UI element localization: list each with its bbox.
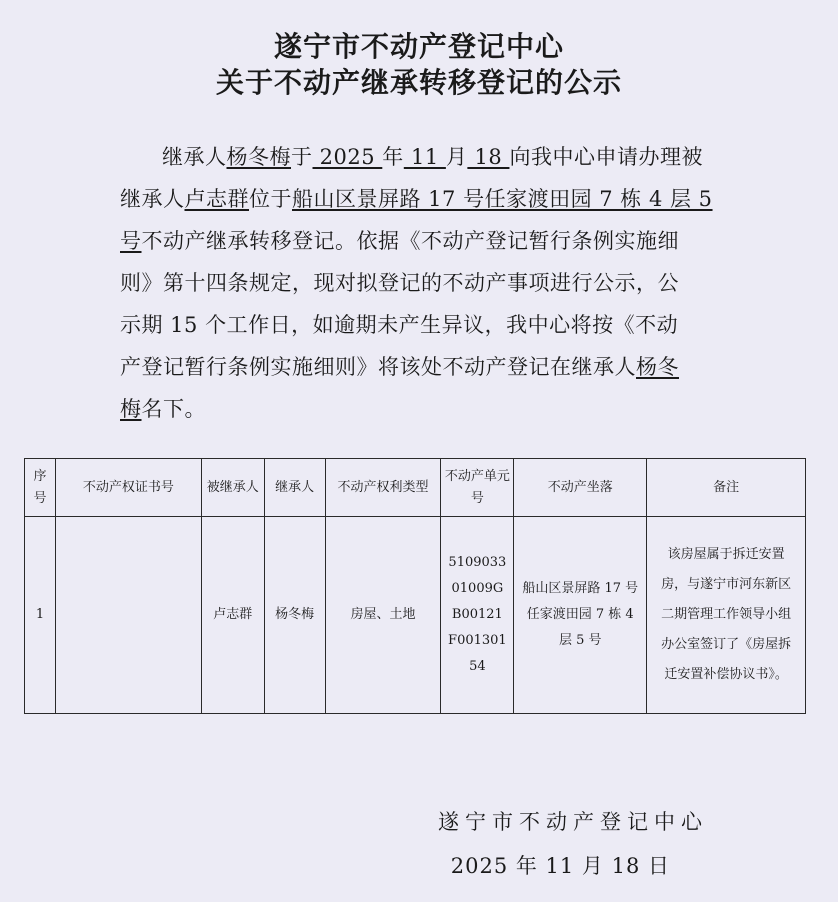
cell-decedent: 卢志群	[201, 517, 264, 714]
issue-date: 2025 年 11 月 18 日	[450, 854, 670, 878]
cell-unit-number: 510903301009GB00121F00130154	[441, 517, 514, 714]
text-segment: 向我中心申请办理被	[509, 145, 703, 169]
heir-name: 杨冬梅	[226, 145, 291, 169]
text-segment: 位于	[249, 187, 292, 211]
issuer-signature: 遂宁市不动产登记中心	[438, 810, 708, 834]
heir-name-repeat-end: 梅	[120, 397, 142, 421]
text-segment: 产登记暂行条例实施细则》将该处不动产登记在继承人	[120, 355, 636, 379]
table-header-row	[25, 459, 806, 517]
cell-right-type: 房屋、土地	[325, 517, 441, 714]
paragraph-line-7	[120, 388, 720, 430]
table-row	[25, 517, 806, 714]
paragraph-line-6	[120, 346, 720, 388]
cell-heir: 杨冬梅	[264, 517, 325, 714]
cell-cert-number	[55, 517, 201, 714]
paragraph-line-2	[120, 178, 720, 220]
cell-remark: 该房屋属于拆迁安置房，与遂宁市河东新区二期管理工作领导小组办公室签订了《房屋拆迁安置补偿协议书》。	[647, 517, 806, 714]
decedent-name: 卢志群	[184, 187, 249, 211]
text-segment: 不动产继承转移登记。依据《不动产登记暂行条例实施细	[141, 229, 679, 253]
paragraph-line-5: 示期 15 个工作日，如逾期未产生异议，我中心将按《不动	[120, 313, 679, 337]
paragraph-line-1	[120, 136, 720, 178]
header-location: 不动产坐落	[514, 459, 647, 517]
apply-year: 2025	[312, 145, 383, 169]
text-segment: 名下。	[141, 397, 206, 421]
header-seq: 序号	[25, 459, 56, 517]
heir-name-repeat: 杨冬	[636, 355, 679, 379]
text-segment: 月	[445, 145, 468, 169]
paragraph-line-4: 则》第十四条规定，现对拟登记的不动产事项进行公示，公	[120, 271, 679, 295]
notice-paragraph	[120, 136, 720, 430]
apply-month: 11	[403, 145, 446, 169]
header-remark: 备注	[647, 459, 806, 517]
header-cert-number: 不动产权证书号	[55, 459, 201, 517]
cell-location: 船山区景屏路 17 号任家渡田园 7 栋 4 层 5 号	[514, 517, 647, 714]
text-segment: 于	[291, 145, 313, 169]
header-right-type: 不动产权利类型	[325, 459, 441, 517]
header-unit-number: 不动产单元号	[441, 459, 514, 517]
paragraph-line-3	[120, 220, 720, 262]
property-address-end: 号	[120, 229, 142, 253]
cell-seq: 1	[25, 517, 56, 714]
property-table	[24, 458, 806, 714]
header-decedent: 被继承人	[201, 459, 264, 517]
header-heir: 继承人	[264, 459, 325, 517]
text-segment: 继承人	[120, 187, 185, 211]
notice-title-line1: 遂宁市不动产登记中心	[273, 30, 564, 63]
text-segment: 年	[382, 145, 404, 169]
apply-day: 18	[467, 145, 510, 169]
property-address: 船山区景屏路 17 号任家渡田园 7 栋 4 层 5	[292, 187, 713, 211]
notice-title-line2: 关于不动产继承转移登记的公示	[215, 66, 622, 99]
text-segment: 继承人	[162, 145, 227, 169]
